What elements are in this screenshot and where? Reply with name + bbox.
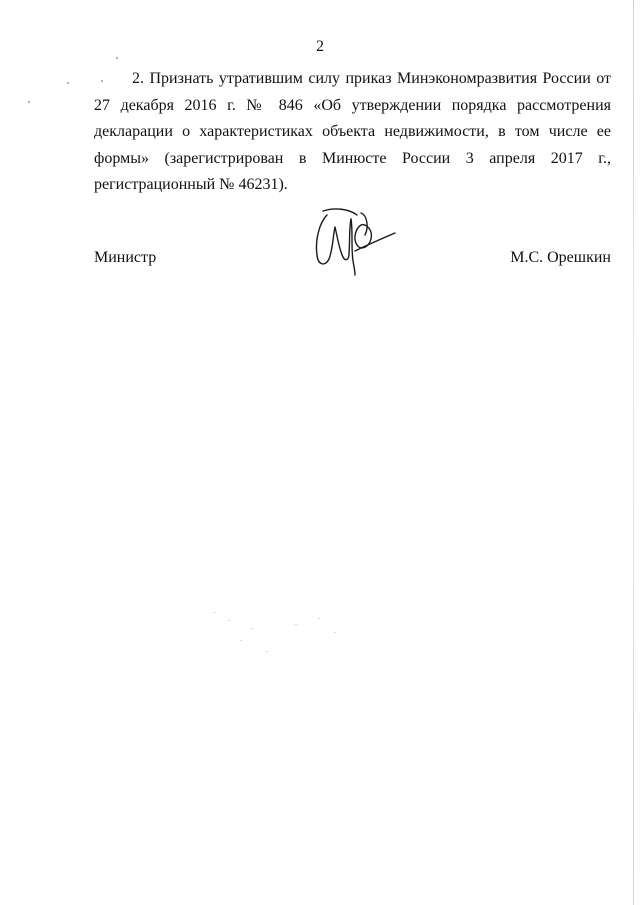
signatory-title: Министр xyxy=(94,249,157,266)
scan-speck xyxy=(116,57,118,59)
scan-speck xyxy=(214,612,216,613)
scan-speck xyxy=(295,624,297,625)
scan-speck xyxy=(266,651,268,652)
scan-speck xyxy=(228,620,230,621)
scan-speck xyxy=(334,632,336,633)
scan-speck xyxy=(251,628,253,629)
scan-speck xyxy=(28,101,30,103)
scan-speck xyxy=(67,82,69,84)
paragraph-item-2: 2. Признать утратившим силу приказ Минэкономразвития России от 27 декабря 2016 г. № 846 «Об утверждении порядка рассмотрения декларации о характеристиках объекта недвижимости, в том числе ее формы» (зарегистрирован в Минюсте России 3 апреля 2017 г., регистрационный № 46231). xyxy=(94,70,611,193)
scan-speck xyxy=(101,80,103,82)
page-number: 2 xyxy=(316,38,324,55)
signatory-name: М.С. Орешкин xyxy=(510,249,611,266)
scan-speck xyxy=(240,640,242,641)
scan-speck xyxy=(318,618,320,619)
signature-block xyxy=(94,248,611,278)
